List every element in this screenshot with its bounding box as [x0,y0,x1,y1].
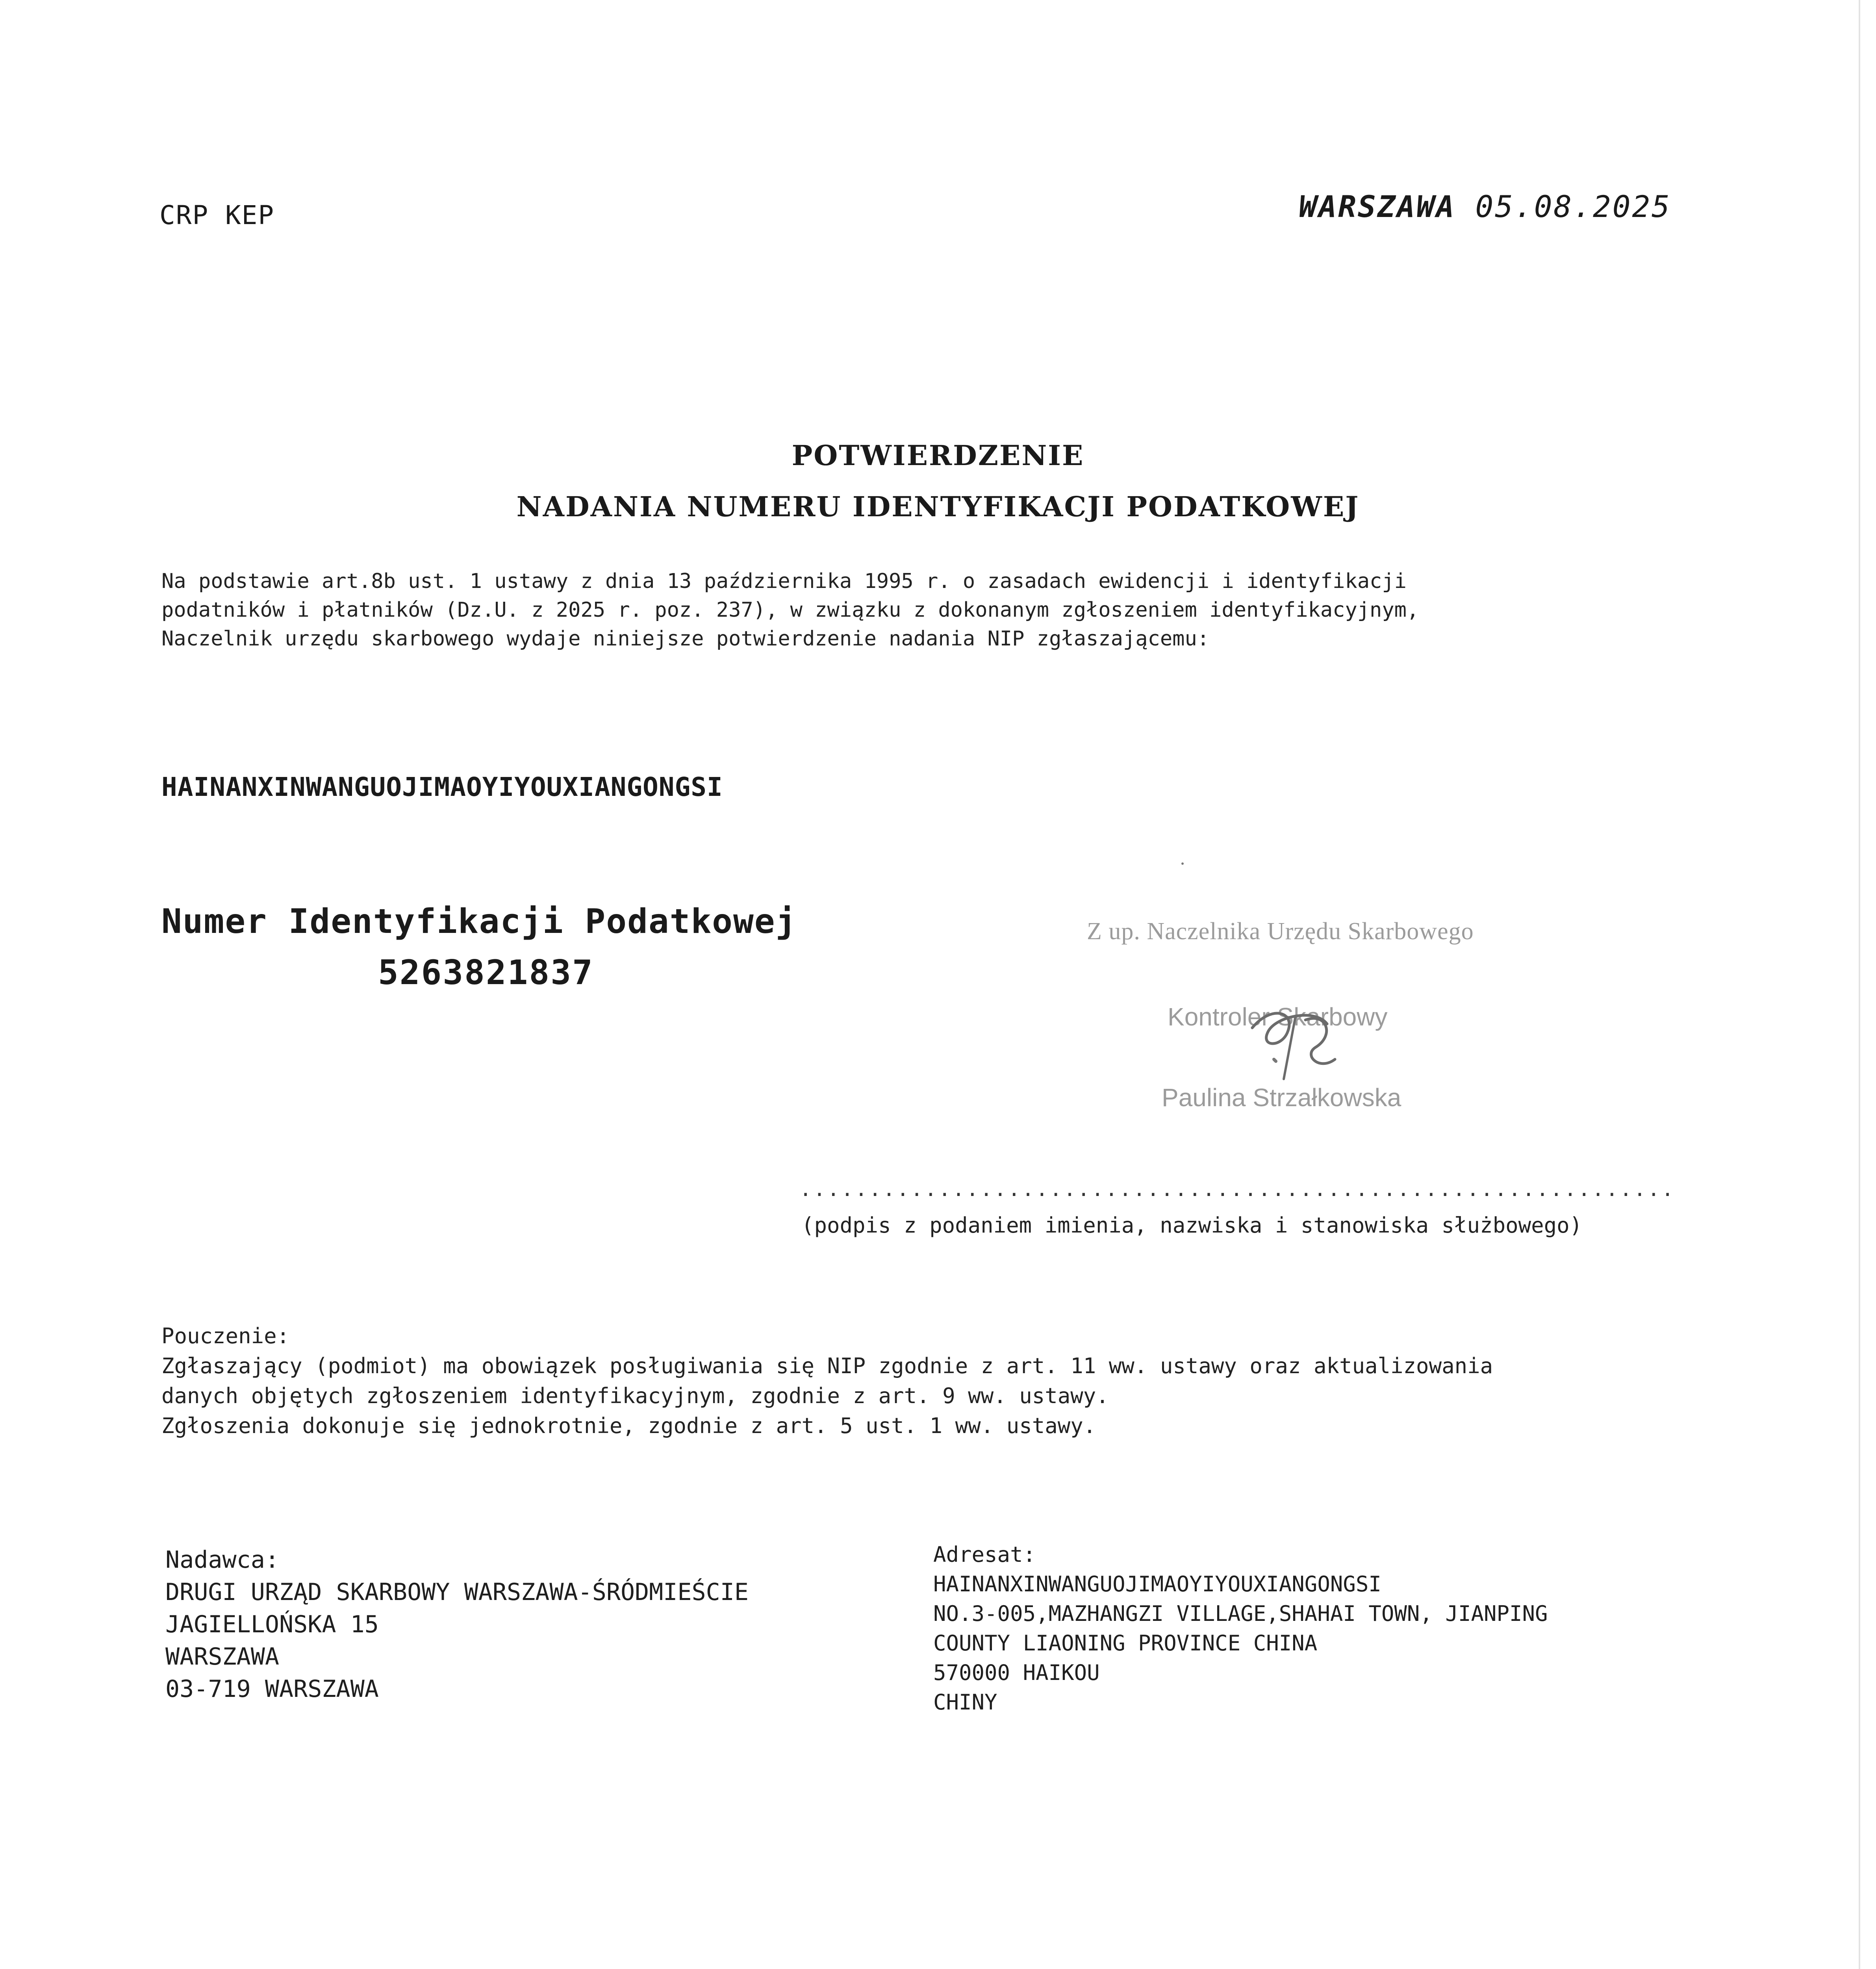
recipient-line: NO.3-005,MAZHANGZI VILLAGE,SHAHAI TOWN, JIANPING [933,1601,1548,1626]
paragraph-line: Naczelnik urzędu skarbowego wydaje niniejsze potwierdzenie nadania NIP zgłaszającemu: [161,627,1210,651]
stamp-position-line: Kontroler Skarbowy [1168,1003,1388,1031]
document-subtitle: NADANIA NUMERU IDENTYFIKACJI PODATKOWEJ [516,490,1360,523]
recipient-line: COUNTY LIAONING PROVINCE CHINA [933,1631,1318,1656]
recipient-line: 570000 HAIKOU [933,1660,1100,1685]
notice-line: Zgłaszający (podmiot) ma obowiązek posługiwania się NIP zgodnie z art. 11 ww. ustawy oraz aktualizowania [161,1353,1493,1378]
sender-line: 03-719 WARSZAWA [165,1675,379,1703]
notice-line: Zgłoszenia dokonuje się jednokrotnie, zgodnie z art. 5 ust. 1 ww. ustawy. [161,1413,1096,1438]
scan-speck [1181,862,1184,865]
nip-label: Numer Identyfikacji Podatkowej [161,902,797,941]
sender-line: DRUGI URZĄD SKARBOWY WARSZAWA-ŚRÓDMIEŚCIE [165,1578,749,1606]
notice-section [161,1321,1493,1441]
recipient-address-block [933,1540,1548,1717]
notice-heading: Pouczenie: [161,1324,290,1348]
sender-line: WARSZAWA [165,1643,279,1670]
sender-address-block [165,1544,749,1705]
stamp-officer-name: Paulina Strzałkowska [1162,1083,1401,1112]
scan-edge-line [1859,0,1860,1969]
signature-dotted-line: ............................................................... [799,1177,1676,1201]
nip-number: 5263821837 [378,953,594,992]
paragraph-line: podatników i płatników (Dz.U. z 2025 r. poz. 237), w związku z dokonanym zgłoszeniem identyfikacyjnym, [161,598,1419,622]
issue-city: WARSZAWA [1299,189,1456,224]
paragraph-line: Na podstawie art.8b ust. 1 ustawy z dnia 13 października 1995 r. o zasadach ewidencji i identyfikacji [161,569,1407,593]
sender-heading: Nadawca: [165,1546,279,1574]
signature-caption: (podpis z podaniem imienia, nazwiska i stanowiska służbowego) [801,1213,1583,1238]
recipient-line: CHINY [933,1690,997,1715]
legal-basis-paragraph [161,567,1685,653]
taxpayer-name: HAINANXINWANGUOJIMAOYIYOUXIANGONGSI [161,772,723,802]
stamp-authority-line: Z up. Naczelnika Urzędu Skarbowego [1087,918,1474,945]
handwritten-signature [1236,981,1363,1107]
sender-line: JAGIELLOŃSKA 15 [165,1611,379,1638]
recipient-line: HAINANXINWANGUOJIMAOYIYOUXIANGONGSI [933,1572,1381,1596]
notice-line: danych objętych zgłoszeniem identyfikacyjnym, zgodnie z art. 9 ww. ustawy. [161,1383,1109,1408]
document-title: POTWIERDZENIE [792,439,1084,472]
recipient-heading: Adresat: [933,1542,1036,1567]
place-date [1299,189,1671,224]
office-code: CRP KEP [159,200,275,230]
issue-date: 05.08.2025 [1475,189,1671,224]
